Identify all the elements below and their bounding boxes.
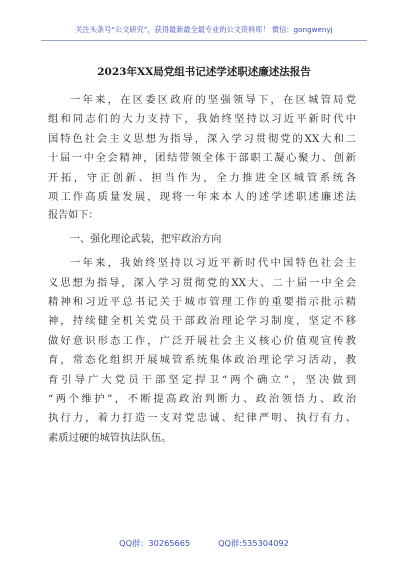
paragraph-line: 素质过硬的城管执法队伍。 — [48, 432, 172, 444]
paragraph-line: 神，持续健全机关党员干部政治理论学习制度，坚定不移 — [48, 315, 356, 327]
paragraph-line: 义思想为指导，深入学习贯彻党的XX大、二十届一中全会 — [48, 277, 356, 289]
header-note: 关注头条号“公文研究”，获得最新最全最专业的公文资料库！ 微信：gongwenyj — [75, 25, 333, 34]
paragraph-line: 精神和习近平总书记关于城市管理工作的重要指示批示精 — [48, 296, 356, 308]
footer-qq-group-1: QQ群：30265665 — [119, 538, 191, 548]
paragraph-line: 组和同志们的大力支持下，我始终坚持以习近平新时代中 — [48, 113, 356, 125]
paragraph-line: 做好意识形态工作，广泛开展社会主义核心价值观宣传教 — [48, 335, 356, 347]
paragraph-line: “两个维护”，不断提高政治判断力、政治领悟力、政治 — [48, 393, 356, 405]
paragraph-line: 项工作高质量发展，现将一年来本人的述学述职述廉述法 — [48, 191, 356, 203]
paragraph-line: 育引导广大党员干部坚定捍卫“两个确立”，坚决做到 — [48, 374, 356, 386]
section-heading: 一、强化理论武装，把牢政治方向 — [70, 234, 222, 245]
paragraph-line: 一年来，在区委区政府的坚强领导下，在区城管局党 — [70, 94, 356, 106]
header-divider — [41, 40, 367, 41]
paragraph-line: 育，常态化组织开展城管系统集体政治理论学习活动，教 — [48, 354, 356, 366]
paragraph-line: 开拓，守正创新、担当作为，全力推进全区城管系统各 — [48, 172, 356, 184]
paragraph-line: 执行力，着力打造一支对党忠诚、纪律严明、执行有力、 — [48, 412, 356, 424]
paragraph-line: 报告如下： — [48, 210, 99, 221]
footer — [0, 538, 408, 549]
paragraph-line: 十届一中全会精神，团结带领全体干部职工凝心聚力、创新 — [48, 152, 356, 164]
document-title: 2023年XX局党组书记述学述职述廉述法报告 — [97, 66, 311, 78]
paragraph-line: 国特色社会主义思想为指导，深入学习贯彻党的XX大和二 — [48, 133, 356, 145]
footer-qq-group-2: QQ群:535304092 — [218, 538, 289, 548]
paragraph-line: 一年来，我始终坚持以习近平新时代中国特色社会主 — [70, 257, 356, 269]
